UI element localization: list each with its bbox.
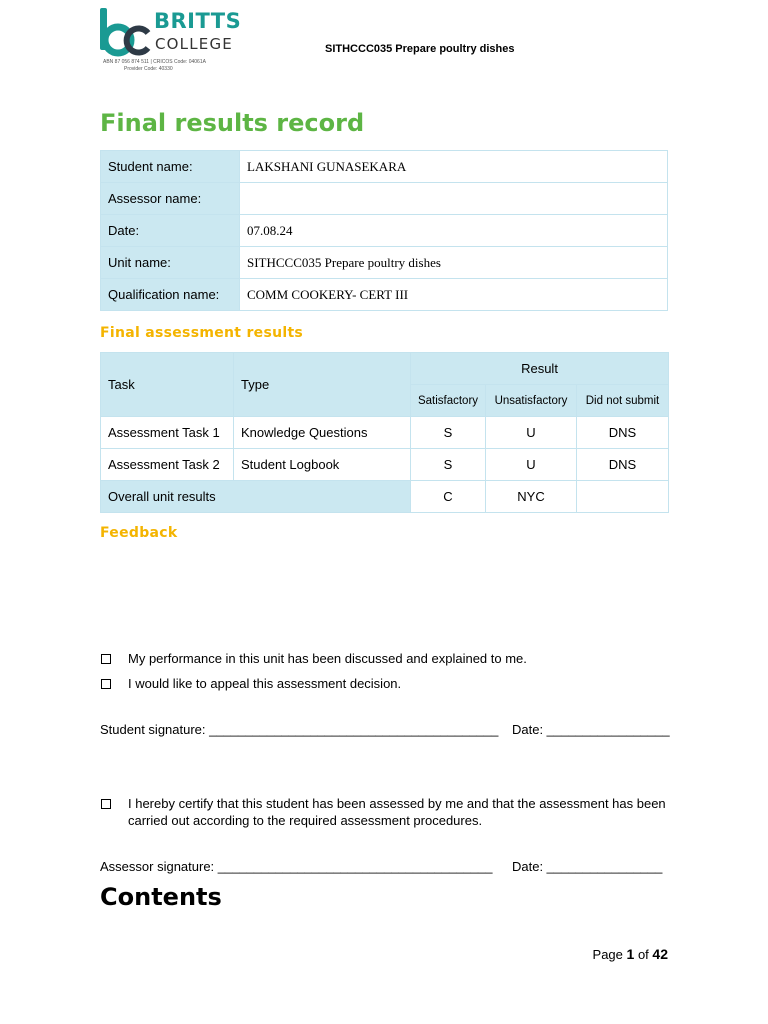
student-name-value[interactable]: LAKSHANI GUNASEKARA (240, 151, 668, 183)
task-cell: Assessment Task 2 (101, 449, 234, 481)
table-row (101, 215, 668, 247)
assessment-results-table (100, 352, 669, 513)
type-cell: Knowledge Questions (234, 417, 411, 449)
task-cell: Assessment Task 1 (101, 417, 234, 449)
assessor-name-value[interactable] (240, 183, 668, 215)
appeal-statement: I would like to appeal this assessment decision. (128, 676, 402, 691)
of-word: of (637, 947, 649, 962)
unsatisfactory-cell[interactable]: U (486, 417, 577, 449)
dns-cell[interactable]: DNS (577, 449, 669, 481)
page-total: 42 (652, 946, 668, 962)
col-dns-header: Did not submit (577, 385, 669, 417)
col-task-header: Task (101, 353, 234, 417)
date-value[interactable]: 07.08.24 (240, 215, 668, 247)
student-signature-line[interactable]: Student signature: ________________________________________ (100, 722, 499, 737)
qualification-name-value[interactable]: COMM COOKERY- CERT III (240, 279, 668, 311)
qualification-name-label: Qualification name: (101, 279, 240, 311)
col-satisfactory-header: Satisfactory (411, 385, 486, 417)
overall-empty-cell[interactable] (577, 481, 669, 513)
page-title: Final results record (100, 109, 365, 137)
table-row (101, 279, 668, 311)
student-name-label: Student name: (101, 151, 240, 183)
results-heading: Final assessment results (100, 325, 304, 341)
table-row (101, 151, 668, 183)
satisfactory-cell[interactable]: S (411, 449, 486, 481)
page-number (593, 946, 668, 962)
discussed-checkbox[interactable] (101, 654, 111, 664)
certify-statement: I hereby certify that this student has been assessed by me and that the assessment has been carried out according to the required assessment procedures. (128, 796, 666, 828)
table-row (101, 449, 669, 481)
student-info-table (100, 150, 668, 311)
date-label: Date: (101, 215, 240, 247)
logo-provider-line: Provider Code: 40330 (124, 66, 173, 72)
dns-cell[interactable]: DNS (577, 417, 669, 449)
table-row (101, 247, 668, 279)
contents-heading: Contents (100, 883, 222, 911)
feedback-heading: Feedback (100, 525, 178, 541)
page-current: 1 (626, 946, 635, 962)
assessor-name-label: Assessor name: (101, 183, 240, 215)
col-unsatisfactory-header: Unsatisfactory (486, 385, 577, 417)
certify-checkbox[interactable] (101, 799, 111, 809)
header-unit-title: SITHCCC035 Prepare poultry dishes (325, 43, 515, 55)
logo-abn-line: ABN 87 056 874 511 | CRICOS Code: 04061A (103, 59, 206, 65)
table-row (101, 183, 668, 215)
table-header-row (101, 353, 669, 385)
overall-nyc-cell[interactable]: NYC (486, 481, 577, 513)
overall-results-label: Overall unit results (101, 481, 411, 513)
satisfactory-cell[interactable]: S (411, 417, 486, 449)
appeal-checkbox[interactable] (101, 679, 111, 689)
unit-name-value[interactable]: SITHCCC035 Prepare poultry dishes (240, 247, 668, 279)
student-date-line[interactable]: Date: _________________ (512, 722, 670, 737)
col-type-header: Type (234, 353, 411, 417)
discussed-statement: My performance in this unit has been discussed and explained to me. (128, 651, 527, 666)
col-result-header: Result (411, 353, 669, 385)
assessor-signature-line[interactable]: Assessor signature: ______________________________________ (100, 859, 493, 874)
overall-competent-cell[interactable]: C (411, 481, 486, 513)
table-row (101, 417, 669, 449)
type-cell: Student Logbook (234, 449, 411, 481)
logo-name: BRITTS (154, 9, 242, 33)
unsatisfactory-cell[interactable]: U (486, 449, 577, 481)
table-row (101, 481, 669, 513)
unit-name-label: Unit name: (101, 247, 240, 279)
assessor-date-line[interactable]: Date: ________________ (512, 859, 663, 874)
logo-subtitle: COLLEGE (155, 35, 233, 53)
page-word: Page (592, 947, 623, 962)
